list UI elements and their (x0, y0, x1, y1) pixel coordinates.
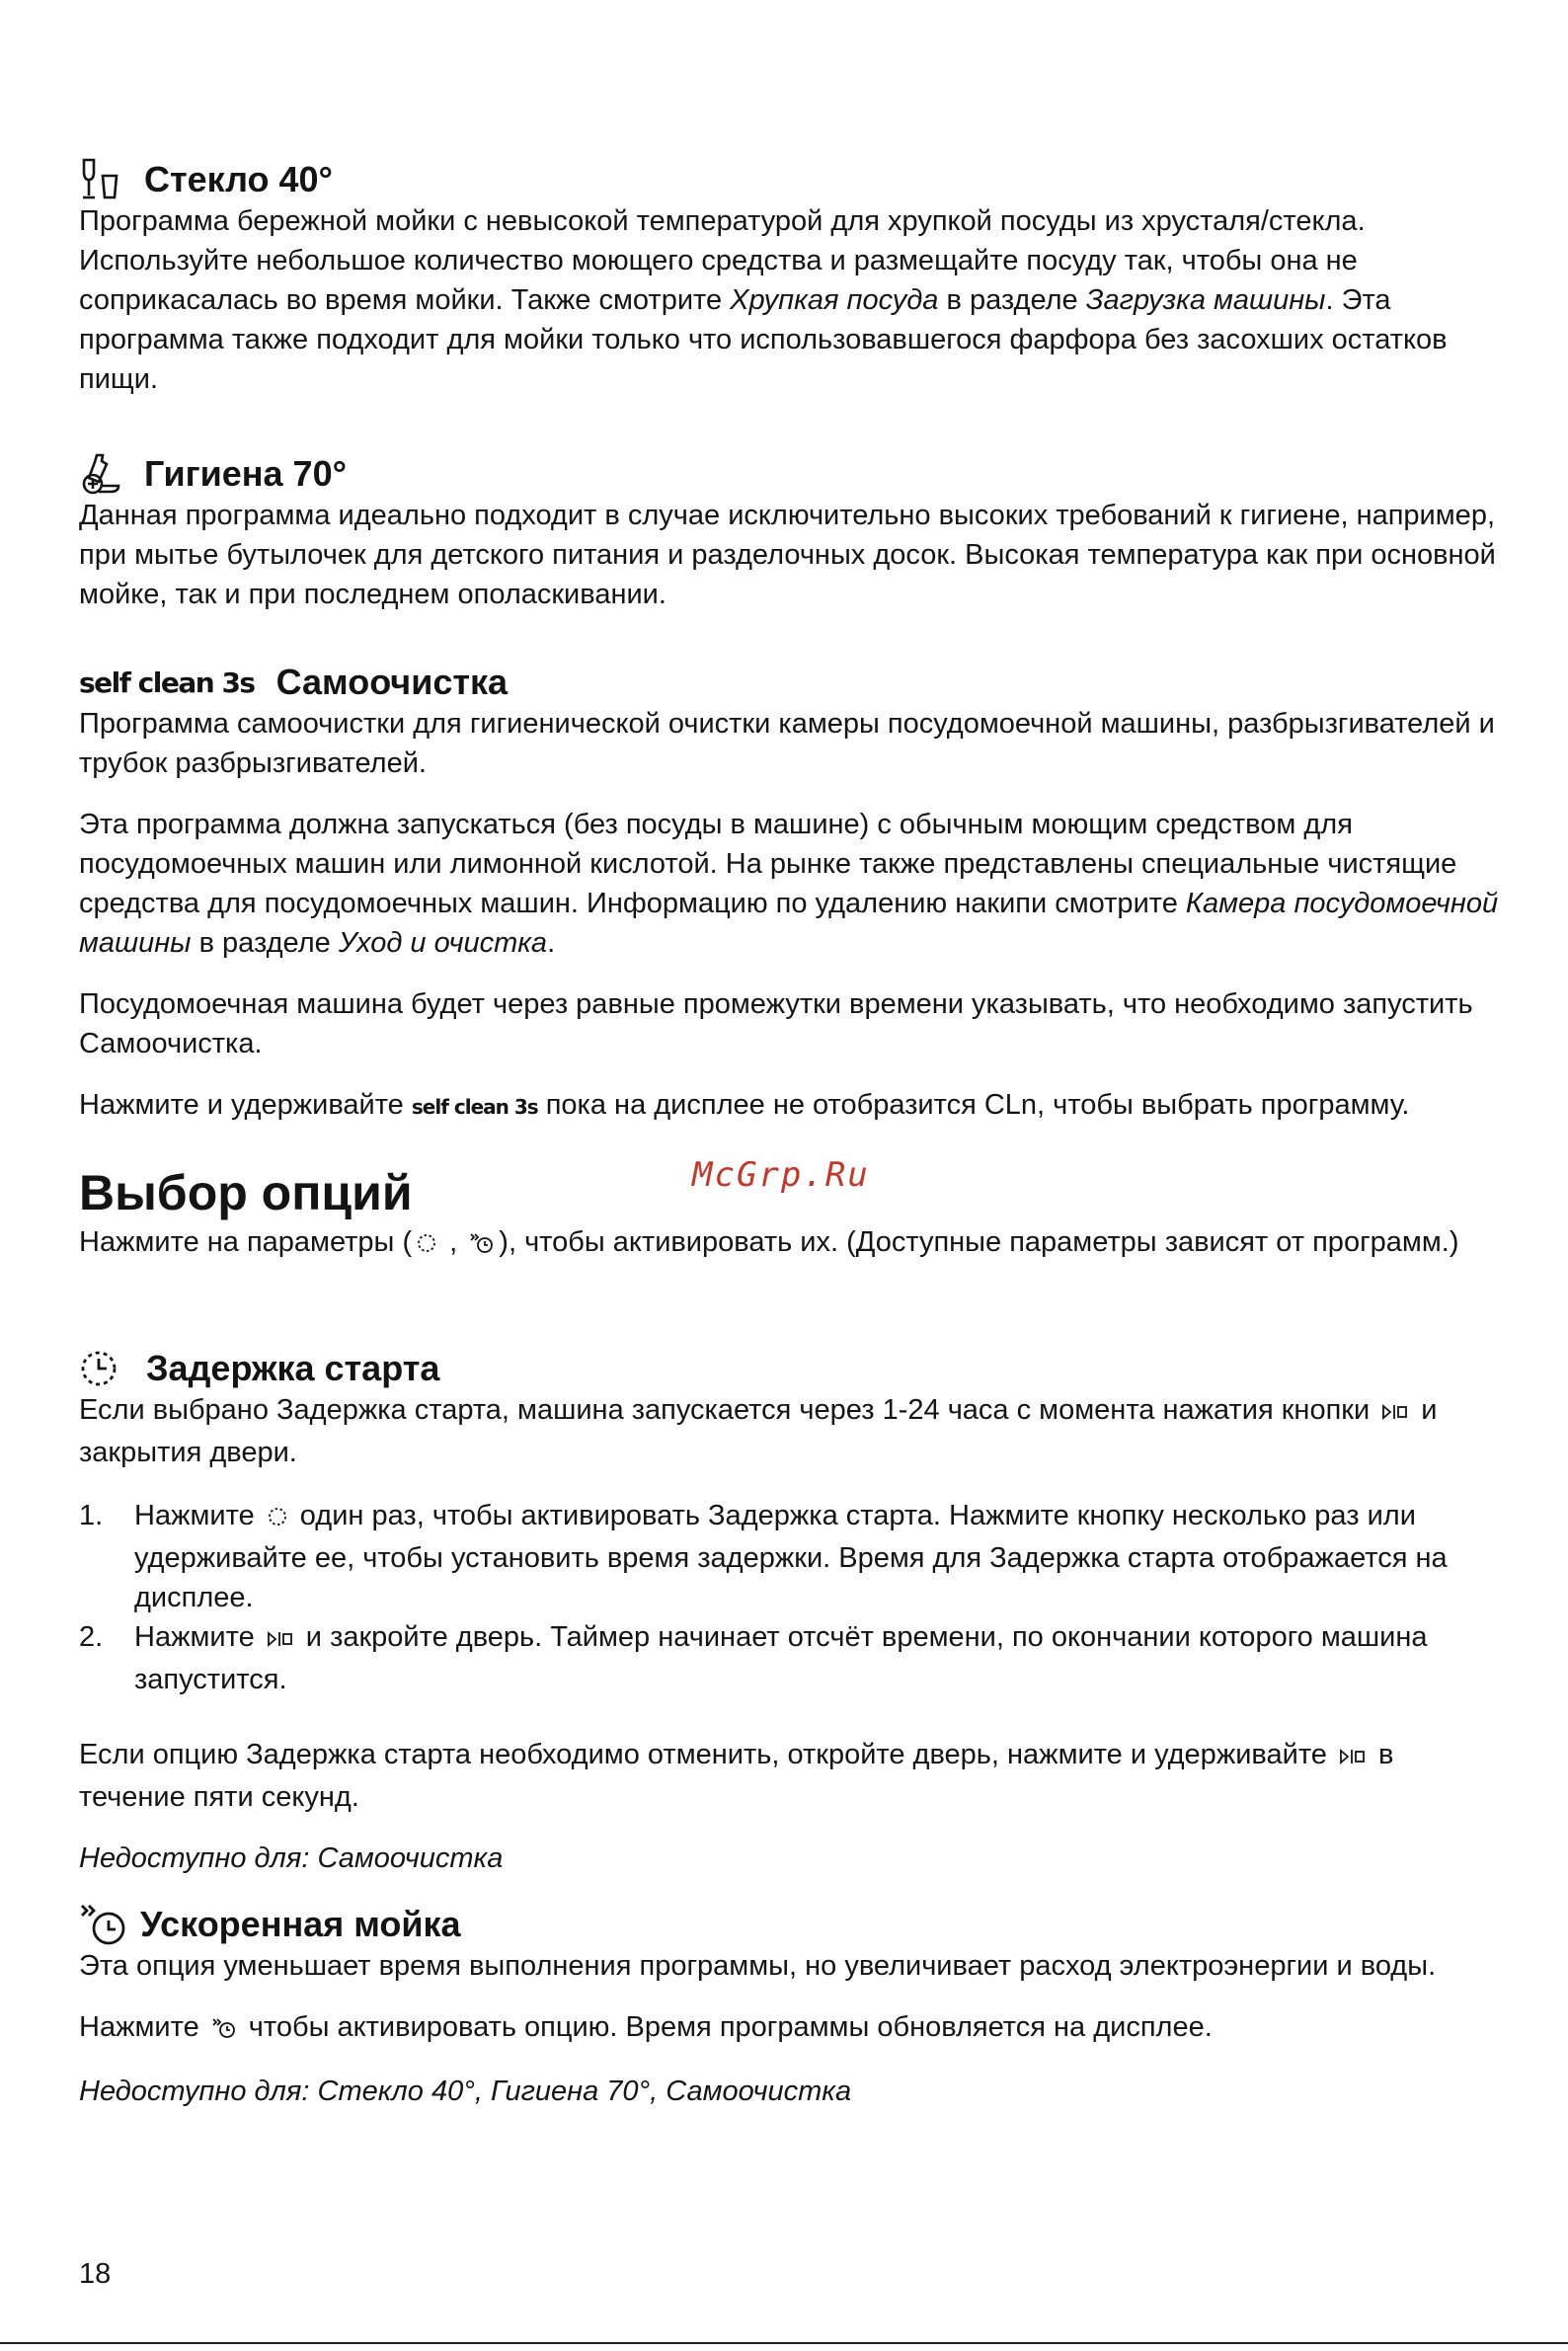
section-hygiene (79, 452, 1506, 614)
selfclean-heading (79, 661, 1506, 704)
step-2: 2. Нажмите и закройте дверь. Таймер начинает отсчёт времени, по окончании которого машина запустится. (79, 1621, 1428, 1695)
section-delay-start (79, 1347, 1506, 1878)
link-fragile-dishes: Хрупкая посуда (730, 284, 939, 316)
step-1: 1. Нажмите один раз, чтобы активировать Задержка старта. Нажмите кнопку несколько раз или удерживайте ее, чтобы установить время задержки. Время для Задержка старта отображается на дисплее. (79, 1500, 1448, 1613)
selfclean-description: Программа самоочистки для гигиенической очистки камеры посудомоечной машины, разбрызгивателей и трубок разбрызгивателей. (79, 708, 1495, 779)
selfclean-title: Самоочистка (275, 662, 509, 702)
watermark: McGrp.Ru (692, 1155, 870, 1195)
selfclean-inline-label: self clean 3s (411, 1095, 538, 1119)
section-speed-wash (79, 1903, 1506, 2111)
options-title: Выбор опций (79, 1165, 413, 1220)
selfclean-instruction: Нажмите и удерживайте self clean 3s пока на дисплее не отобразится CLn, чтобы выбрать программу. (79, 1089, 1410, 1121)
bottom-rule (0, 2342, 1568, 2344)
selfclean-detergent-note: Эта программа должна запускаться (без посуды в машине) с обычным моющим средством для посудомоечных машин или лимонной кислотой. На рынке также представлены специальные чистящие средства для посудомоечных машин. Информацию по удалению накипи смотрите Камера посудомоечной машины в разделе Уход и очистка. (79, 809, 1499, 959)
link-loading: Загрузка машины (1085, 284, 1326, 316)
options-description: Нажмите на параметры ( , ), чтобы активировать их. (Доступные параметры зависят от программ.) (79, 1222, 1506, 1265)
link-care: Уход и очистка (338, 927, 548, 959)
glass-icon (79, 158, 122, 201)
speed-wash-title: Ускоренная мойка (140, 1904, 461, 1944)
speed-wash-heading (79, 1903, 1506, 1946)
speed-wash-instruction: Нажмите чтобы активировать опцию. Время программы обновляется на дисплее. (79, 2007, 1506, 2050)
glass-heading (79, 158, 1506, 201)
section-glass (79, 158, 1506, 399)
speed-wash-description: Эта опция уменьшает время выполнения программы, но увеличивает расход электроэнергии и воды. (79, 1950, 1437, 1982)
hygiene-heading (79, 452, 1506, 496)
delay-start-cancel: Если опцию Задержка старта необходимо отменить, откройте дверь, нажмите и удерживайте в течение пяти секунд. (79, 1739, 1394, 1813)
speed-wash-not-available: Недоступно для: Стекло 40°, Гигиена 70°, Самоочистка (79, 2076, 852, 2107)
start-pause-icon (1339, 1738, 1367, 1777)
delay-start-description: Если выбрано Задержка старта, машина запускается через 1-24 часа с момента нажатия кнопки и закрытия двери. (79, 1394, 1438, 1468)
selfclean-button-label: self clean 3s (79, 666, 255, 699)
hygiene-icon (79, 452, 122, 496)
delay-start-icon (416, 1225, 437, 1265)
link-chamber: Камера посудомоечной машины (79, 888, 1499, 959)
selfclean-reminder: Посудомоечная машина будет через равные промежутки времени указывать, что необходимо запустить Самоочистка. (79, 988, 1473, 1059)
delay-start-steps (79, 1496, 1506, 1699)
delay-start-icon (267, 1499, 288, 1538)
delay-start-not-available: Недоступно для: Самоочистка (79, 1842, 504, 1874)
start-pause-icon (267, 1620, 294, 1660)
speed-wash-icon (79, 1903, 126, 1946)
glass-description: Программа бережной мойки с невысокой температурой для хрупкой посуды из хрусталя/стекла. Используйте небольшое количество моющего средства и размещайте посуду так, чтобы она не соприкасалась во время мойки. Также смотрите Хрупкая посуда в разделе Загрузка машины. Эта программа также подходит для мойки только что использовавшегося фарфора без засохших остатков пищи. (79, 205, 1448, 395)
hygiene-description: Данная программа идеально подходит в случае исключительно высоких требований к гигиене, например, при мытье бутылочек для детского питания и разделочных досок. Высокая температура как при основной мойке, так и при последнем ополаскивании. (79, 500, 1496, 610)
hygiene-title: Гигиена 70° (144, 453, 347, 494)
speed-wash-icon (469, 1225, 495, 1265)
section-selfclean (79, 661, 1506, 1127)
start-pause-icon (1381, 1393, 1409, 1433)
delay-start-heading (79, 1347, 1506, 1390)
delay-start-title: Задержка старта (146, 1348, 440, 1388)
glass-title: Стекло 40° (144, 159, 333, 199)
page-number: 18 (79, 2258, 112, 2290)
speed-wash-icon (211, 2010, 237, 2050)
delay-start-icon (79, 1349, 118, 1388)
